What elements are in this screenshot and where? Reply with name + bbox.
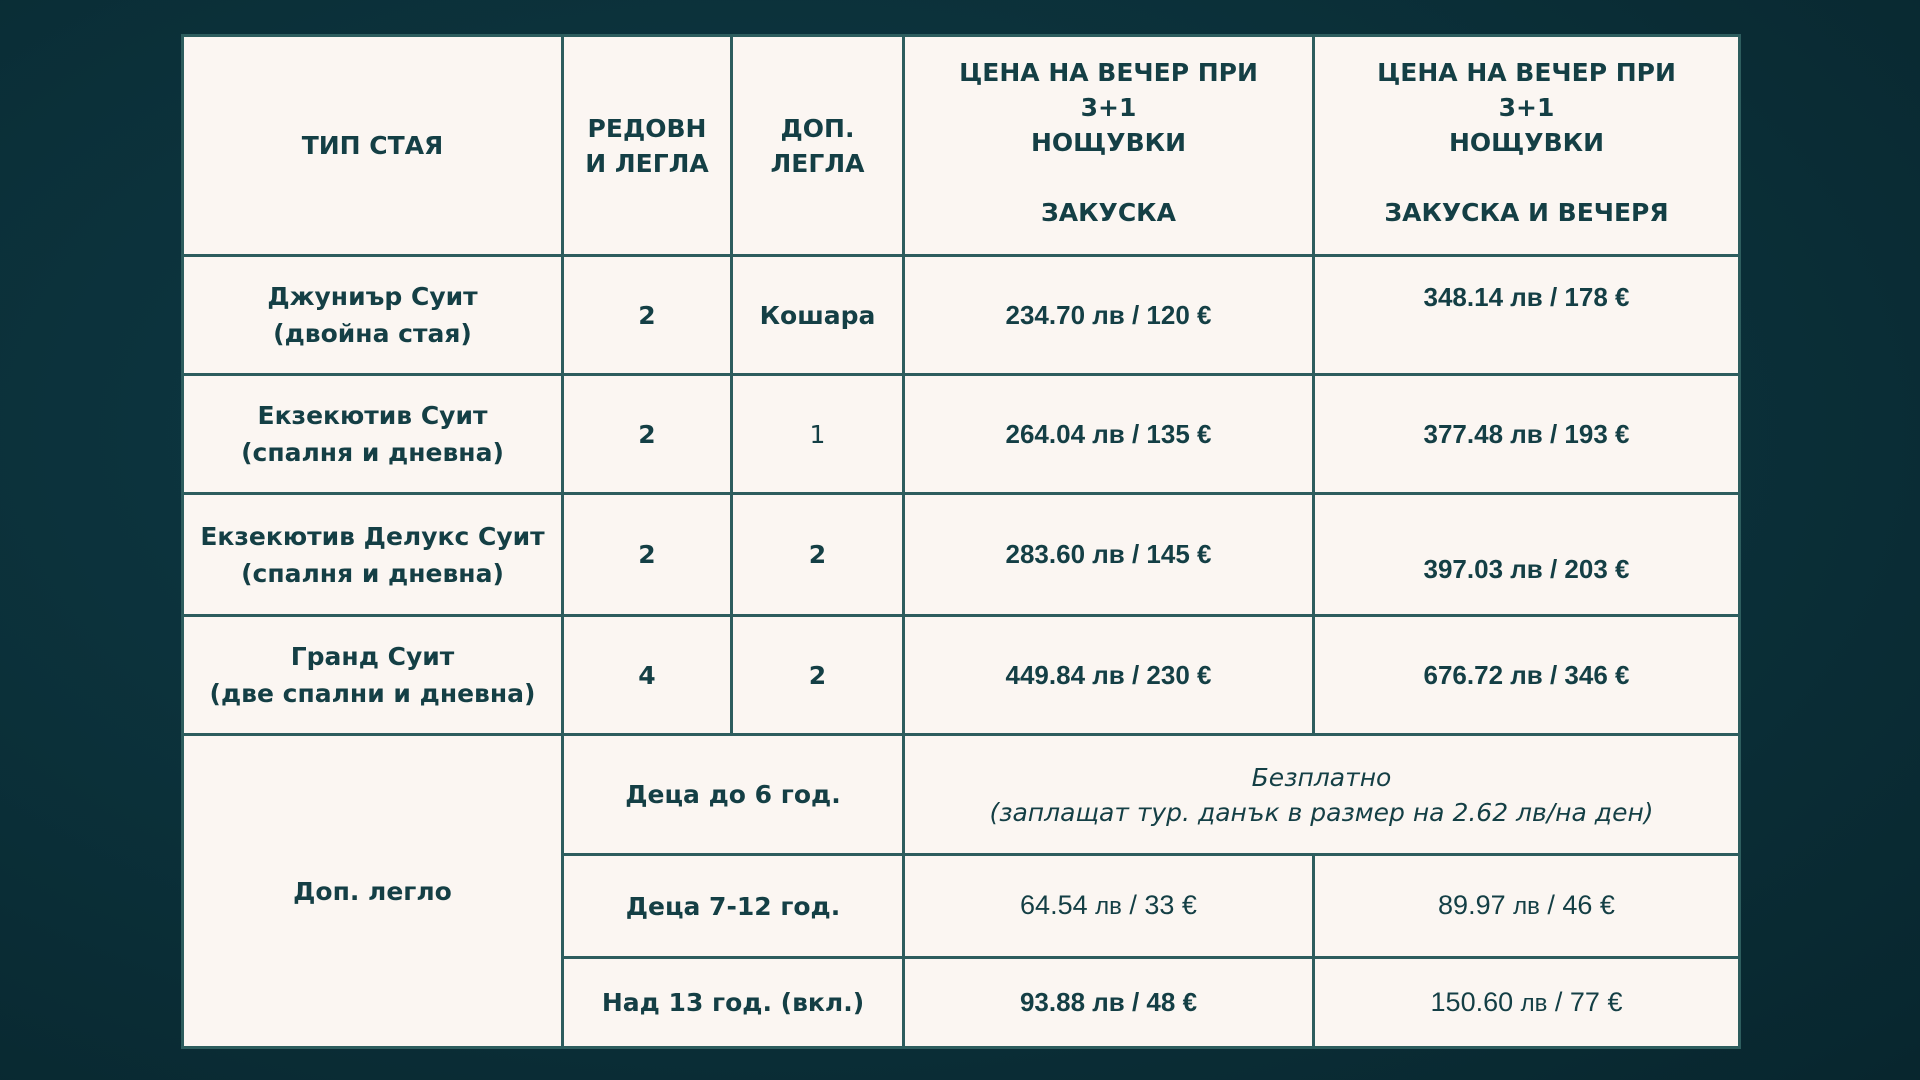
regular-beds: 2 [563,375,732,494]
price-number: 150.60 [1430,986,1514,1017]
price-breakfast: 449.84 лв / 230 € [904,616,1314,735]
price-currency: лв [1513,893,1540,920]
header-room-type: ТИП СТАЯ [183,36,563,256]
header-price-breakfast: ЦЕНА НА ВЕЧЕР ПРИ 3+1 НОЩУВКИ ЗАКУСКА [904,36,1314,256]
extra-bed-label: Доп. легло [183,735,563,1048]
header-extra-beds: ДОП. ЛЕГЛА [732,36,904,256]
regular-beds: 2 [563,494,732,616]
price-euro: / 33 € [1121,890,1197,920]
extra-bed-age: Деца 7-12 год. [563,855,904,958]
regular-beds: 4 [563,616,732,735]
extra-beds: 2 [732,494,904,616]
price-number: 64.54 [1020,890,1088,920]
extra-bed-age: Деца до 6 год. [563,735,904,855]
extra-beds: Кошара [732,256,904,375]
price-breakfast: 283.60 лв / 145 € [904,494,1314,616]
room-name: Екзекютив Делукс Суит (спалня и дневна) [183,494,563,616]
room-name: Гранд Суит (две спални и дневна) [183,616,563,735]
price-currency: лв [1520,989,1548,1017]
table-row [183,256,1740,375]
price-half-board: 397.03 лв / 203 € [1314,494,1740,616]
header-row [183,36,1740,256]
extra-beds: 1 [732,375,904,494]
price-breakfast: 234.70 лв / 120 € [904,256,1314,375]
table-row [183,375,1740,494]
price-number: 89.97 [1438,890,1506,920]
extra-bed-price-breakfast: 93.88 лв / 48 € [904,958,1314,1048]
extra-bed-price-half-board [1314,855,1740,958]
table-row [183,494,1740,616]
extra-bed-price-breakfast [904,855,1314,958]
price-breakfast: 264.04 лв / 135 € [904,375,1314,494]
extra-bed-age: Над 13 год. (вкл.) [563,958,904,1048]
price-half-board: 348.14 лв / 178 € [1314,256,1740,375]
extra-bed-free-note: Безплатно (заплащат тур. данък в размер на 2.62 лв/на ден) [904,735,1740,855]
price-half-board: 377.48 лв / 193 € [1314,375,1740,494]
room-name: Джуниър Суит (двойна стая) [183,256,563,375]
price-euro: / 46 € [1539,890,1615,920]
price-table [181,34,1741,1049]
table-row [183,616,1740,735]
price-half-board: 676.72 лв / 346 € [1314,616,1740,735]
room-name: Екзекютив Суит (спалня и дневна) [183,375,563,494]
price-currency: лв [1095,893,1122,920]
header-price-half-board: ЦЕНА НА ВЕЧЕР ПРИ 3+1 НОЩУВКИ ЗАКУСКА И ВЕЧЕРЯ [1314,36,1740,256]
header-regular-beds: РЕДОВН И ЛЕГЛА [563,36,732,256]
extra-beds: 2 [732,616,904,735]
price-table-container [181,34,1738,1046]
price-euro: / 77 € [1547,986,1623,1017]
extra-bed-price-half-board [1314,958,1740,1048]
regular-beds: 2 [563,256,732,375]
table-row [183,735,1740,855]
